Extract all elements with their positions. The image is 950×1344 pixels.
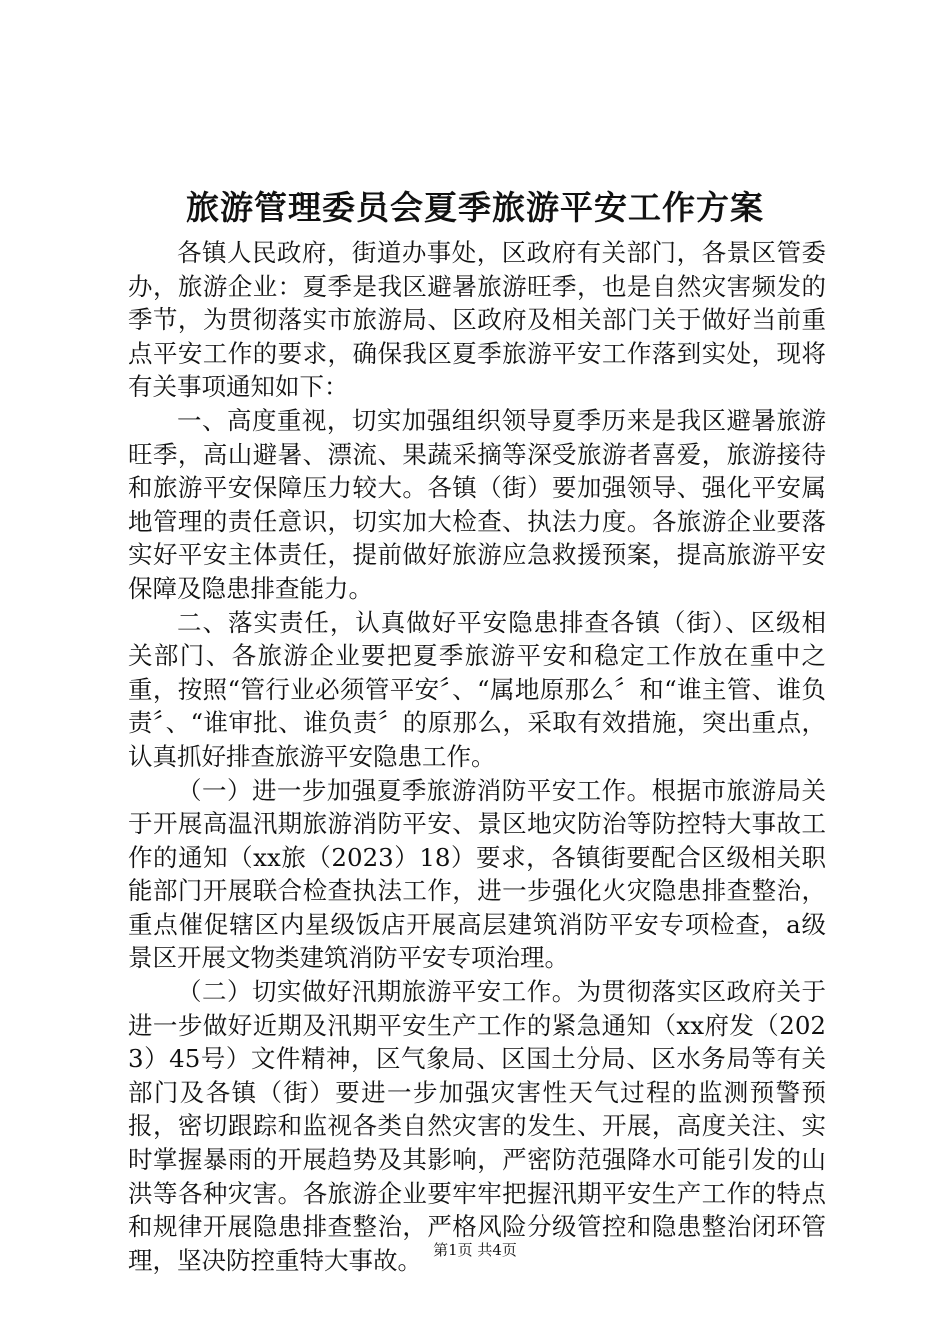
- document-body: [128, 236, 826, 1277]
- paragraph-section-1: 一、高度重视，切实加强组织领导夏季历来是我区避暑旅游旺季，高山避暑、漂流、果蔬采摘等深受旅游者喜爱，旅游接待和旅游平安保障压力较大。各镇（街）要加强领导、强化平安属地管理的责任意识，切实加大检查、执法力度。各旅游企业要落实好平安主体责任，提前做好旅游应急救援预案，提高旅游平安保障及隐患排查能力。: [128, 405, 826, 603]
- document-title: 旅游管理委员会夏季旅游平安工作方案: [186, 188, 764, 227]
- paragraph-subsection-1: （一）进一步加强夏季旅游消防平安工作。根据市旅游局关于开展高温汛期旅游消防平安、景区地灾防治等防控特大事故工作的通知（xx旅（2023）18）要求，各镇街要配合区级相关职能部门开展联合检查执法工作，进一步强化火灾隐患排查整治，重点催促辖区内星级饭店开展高层建筑消防平安专项检查，a级景区开展文物类建筑消防平安专项治理。: [128, 775, 826, 973]
- page-number-footer: 第1页 共4页: [433, 1241, 517, 1259]
- paragraph-intro: 各镇人民政府，街道办事处，区政府有关部门，各景区管委办，旅游企业：夏季是我区避暑旅游旺季，也是自然灾害频发的季节，为贯彻落实市旅游局、区政府及相关部门关于做好当前重点平安工作的要求，确保我区夏季旅游平安工作落到实处，现将有关事项通知如下：: [128, 238, 826, 402]
- paragraph-subsection-2: （二）切实做好汛期旅游平安工作。为贯彻落实区政府关于进一步做好近期及汛期平安生产工作的紧急通知（xx府发（2023）45号）文件精神，区气象局、区国土分局、区水务局等有关部门及各镇（街）要进一步加强灾害性天气过程的监测预警预报，密切跟踪和监视各类自然灾害的发生、开展，高度关注、实时掌握暴雨的开展趋势及其影响，严密防范强降水可能引发的山洪等各种灾害。各旅游企业要牢牢把握汛期平安生产工作的特点和规律开展隐患排查整治，严格风险分级管控和隐患整治闭环管理，坚决防控重特大事故。: [128, 977, 826, 1275]
- paragraph-section-2: 二、落实责任，认真做好平安隐患排查各镇（街）、区级相关部门、各旅游企业要把夏季旅游平安和稳定工作放在重中之重，按照“管行业必须管平安〞、“属地原那么〞和“谁主管、谁负责〞、“谁审批、谁负责〞的原那么，采取有效措施，突出重点，认真抓好排查旅游平安隐患工作。: [128, 607, 826, 771]
